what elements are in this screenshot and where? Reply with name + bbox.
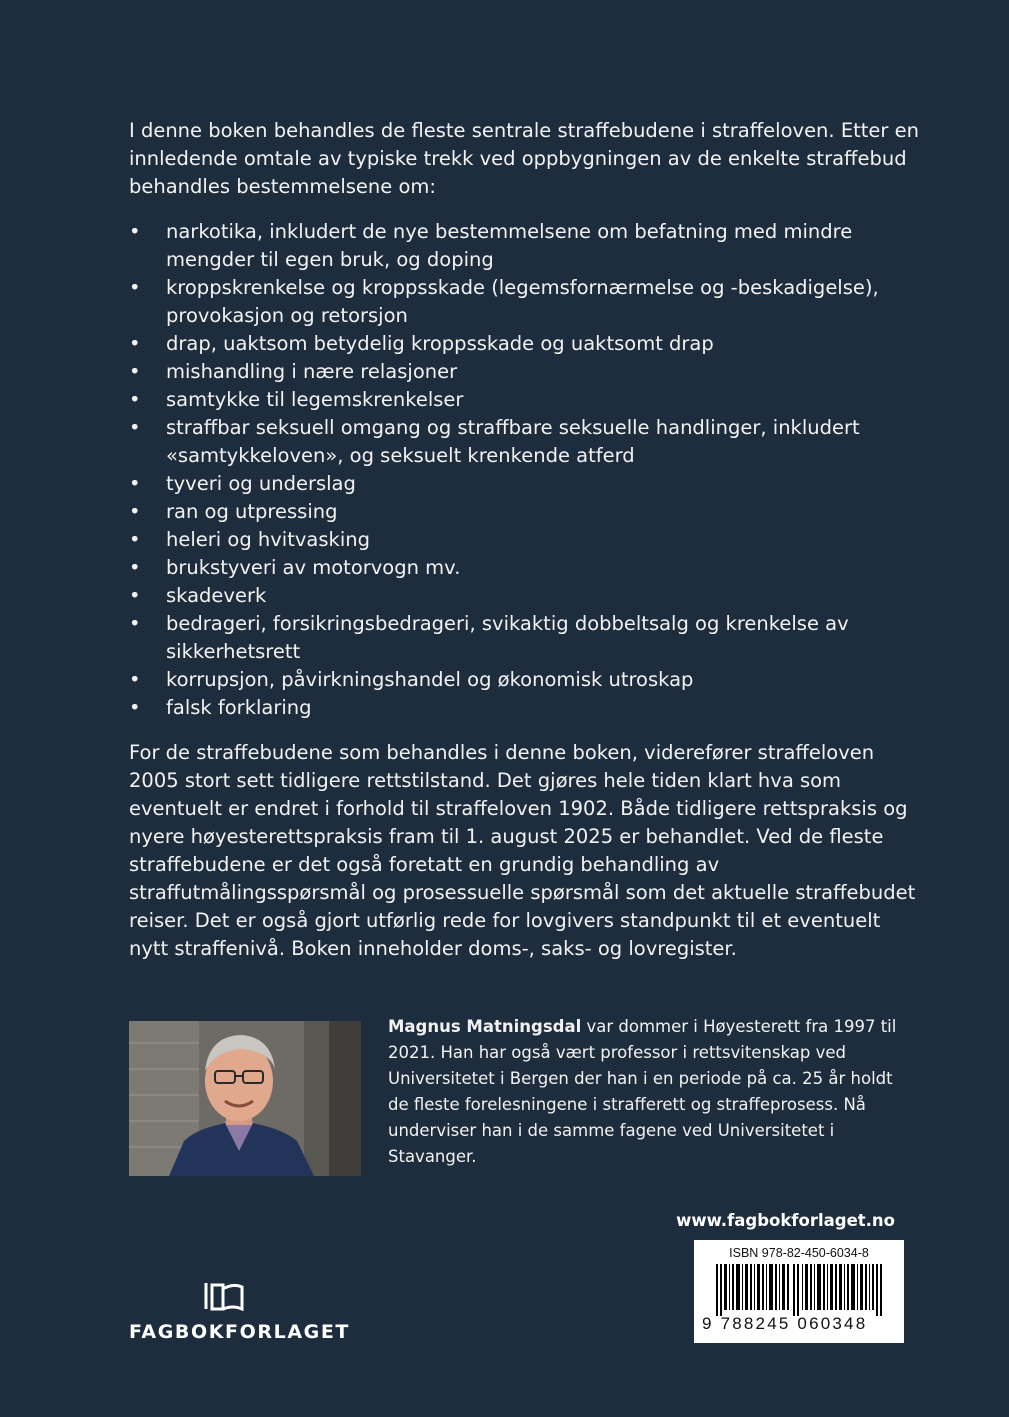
bullet-icon: • xyxy=(129,220,141,243)
bullet-icon: • xyxy=(129,528,141,551)
list-item xyxy=(129,358,919,386)
list-item xyxy=(129,330,919,358)
list-item-text: falsk forklaring xyxy=(166,696,312,719)
list-item-text: heleri og hvitvasking xyxy=(166,528,370,551)
list-item xyxy=(129,470,919,498)
author-portrait-image xyxy=(129,1021,361,1176)
isbn-label: ISBN 978-82-450-6034-8 xyxy=(729,1246,869,1260)
publisher-website: www.fagbokforlaget.no xyxy=(676,1211,895,1230)
list-item-text: skadeverk xyxy=(166,584,267,607)
list-item xyxy=(129,386,919,414)
bullet-icon: • xyxy=(129,276,141,299)
list-item-text: drap, uaktsom betydelig kroppsskade og uaktsomt drap xyxy=(166,332,714,355)
list-item xyxy=(129,274,919,330)
list-item xyxy=(129,582,919,610)
bullet-icon: • xyxy=(129,416,141,439)
bullet-icon: • xyxy=(129,360,141,383)
list-item xyxy=(129,218,919,274)
list-item-text: korrupsjon, påvirkningshandel og økonomisk utroskap xyxy=(166,668,694,691)
list-item xyxy=(129,666,919,694)
bullet-icon: • xyxy=(129,500,141,523)
list-item xyxy=(129,498,919,526)
bullet-icon: • xyxy=(129,332,141,355)
list-item-text: ran og utpressing xyxy=(166,500,338,523)
isbn-barcode xyxy=(694,1240,904,1343)
list-item xyxy=(129,526,919,554)
bullet-icon: • xyxy=(129,388,141,411)
list-item-text: narkotika, inkludert de nye bestemmelsene om befatning med mindre mengder til egen bruk, og doping xyxy=(166,220,853,271)
bullet-icon: • xyxy=(129,668,141,691)
topic-list xyxy=(129,218,919,722)
publisher-logo-text: FAGBOKFORLAGET xyxy=(129,1321,350,1343)
author-bio xyxy=(388,1014,908,1170)
barcode-icon xyxy=(716,1264,882,1316)
author-photo xyxy=(129,1021,361,1176)
barcode-digits: 9 788245 060348 xyxy=(702,1314,868,1333)
summary-paragraph: For de straffebudene som behandles i denne boken, viderefører straffeloven 2005 stort sett tidligere rettstilstand. Det gjøres hele tiden klart hva som eventuelt er endret i forhold til straffeloven 1902. Både tidligere rettspraksis og nyere høyesterettspraksis fram til 1. august 2025 er behandlet. Ved de fleste straffebudene er det også foretatt en grundig behandling av straffutmålingsspørsmål og prosessuelle spørsmål som det aktuelle straffebudet reiser. Det er også gjort utførlig rede for lovgivers standpunkt til et eventuelt nytt straffenivå. Boken inneholder doms-, saks- og lovregister. xyxy=(129,741,916,960)
list-item xyxy=(129,694,919,722)
intro-paragraph: I denne boken behandles de fleste sentrale straffebudene i straffeloven. Etter en innledende omtale av typiske trekk ved oppbygningen av de enkelte straffebud behandles bestemmelsene om: xyxy=(129,119,919,198)
list-item-text: straffbar seksuell omgang og straffbare seksuelle handlinger, inkludert «samtykkeloven», og seksuelt krenkende atferd xyxy=(166,416,860,467)
list-item-text: bedrageri, forsikringsbedrageri, svikaktig dobbeltsalg og krenkelse av sikkerhetsrett xyxy=(166,612,849,663)
list-item-text: samtykke til legemskrenkelser xyxy=(166,388,464,411)
author-name: Magnus Matningsdal xyxy=(388,1017,582,1036)
bullet-icon: • xyxy=(129,612,141,635)
bullet-icon: • xyxy=(129,696,141,719)
author-bio-text: var dommer i Høyesterett fra 1997 til 2021. Han har også vært professor i rettsvitenskap ved Universitetet i Bergen der han i en periode på ca. 25 år holdt de fleste forelesningene i strafferett og straffeprosess. Nå underviser han i de samme fagene ved Universitetet i Stavanger. xyxy=(388,1017,897,1166)
bullet-icon: • xyxy=(129,584,141,607)
list-item-text: kroppskrenkelse og kroppsskade (legemsfornærmelse og -beskadigelse), provokasjon og retorsjon xyxy=(166,276,879,327)
list-item xyxy=(129,610,919,666)
list-item-text: brukstyveri av motorvogn mv. xyxy=(166,556,461,579)
bullet-icon: • xyxy=(129,556,141,579)
list-item xyxy=(129,554,919,582)
list-item-text: mishandling i nære relasjoner xyxy=(166,360,458,383)
bullet-icon: • xyxy=(129,472,141,495)
list-item-text: tyveri og underslag xyxy=(166,472,356,495)
list-item xyxy=(129,414,919,470)
publisher-logo-icon xyxy=(203,1281,245,1311)
